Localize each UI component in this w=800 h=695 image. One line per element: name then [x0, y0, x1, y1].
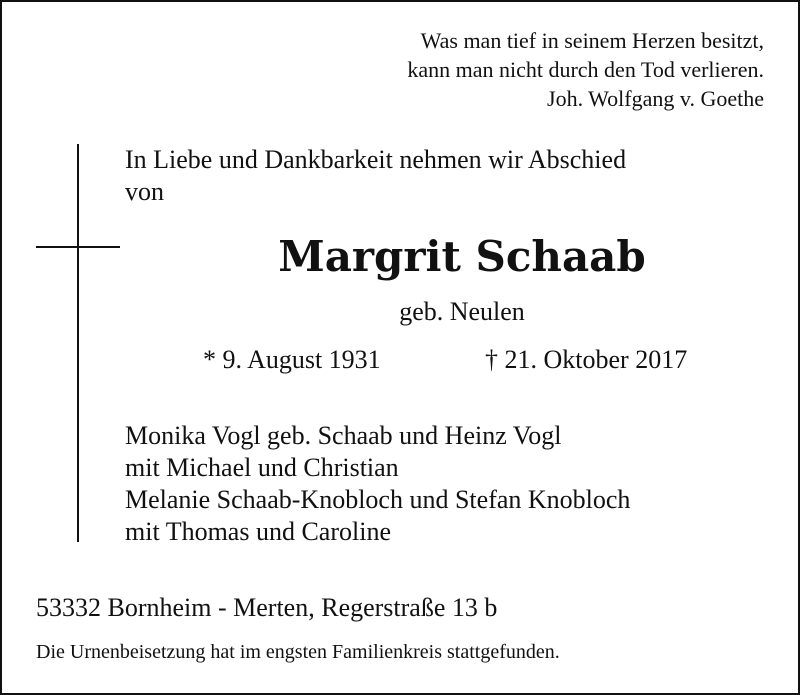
mourners-list — [125, 420, 795, 548]
intro-line-2: von — [125, 177, 164, 206]
mourner-line-4: mit Thomas und Caroline — [125, 517, 391, 546]
quote-author: Joh. Wolfgang v. Goethe — [547, 86, 764, 111]
birth-date: * 9. August 1931 — [203, 345, 381, 374]
maiden-name: geb. Neulen — [399, 297, 525, 326]
goethe-quote — [407, 26, 764, 113]
mourner-line-1: Monika Vogl geb. Schaab und Heinz Vogl — [125, 421, 562, 450]
quote-line-1: Was man tief in seinem Herzen besitzt, — [420, 28, 764, 53]
mourner-line-2: mit Michael und Christian — [125, 453, 399, 482]
death-date: † 21. Oktober 2017 — [485, 345, 688, 374]
deceased-name: Margrit Schaab — [278, 232, 646, 281]
farewell-intro — [125, 144, 785, 208]
burial-notice: Die Urnenbeisetzung hat im engsten Familienkreis stattgefunden. — [36, 641, 560, 663]
cross-vertical-bar — [77, 144, 79, 542]
cross-horizontal-bar — [36, 246, 120, 248]
mourner-line-3: Melanie Schaab-Knobloch und Stefan Knobloch — [125, 485, 631, 514]
family-address: 53332 Bornheim - Merten, Regerstraße 13 b — [36, 593, 498, 622]
quote-line-2: kann man nicht durch den Tod verlieren. — [407, 57, 764, 82]
intro-line-1: In Liebe und Dankbarkeit nehmen wir Abschied — [125, 145, 627, 174]
